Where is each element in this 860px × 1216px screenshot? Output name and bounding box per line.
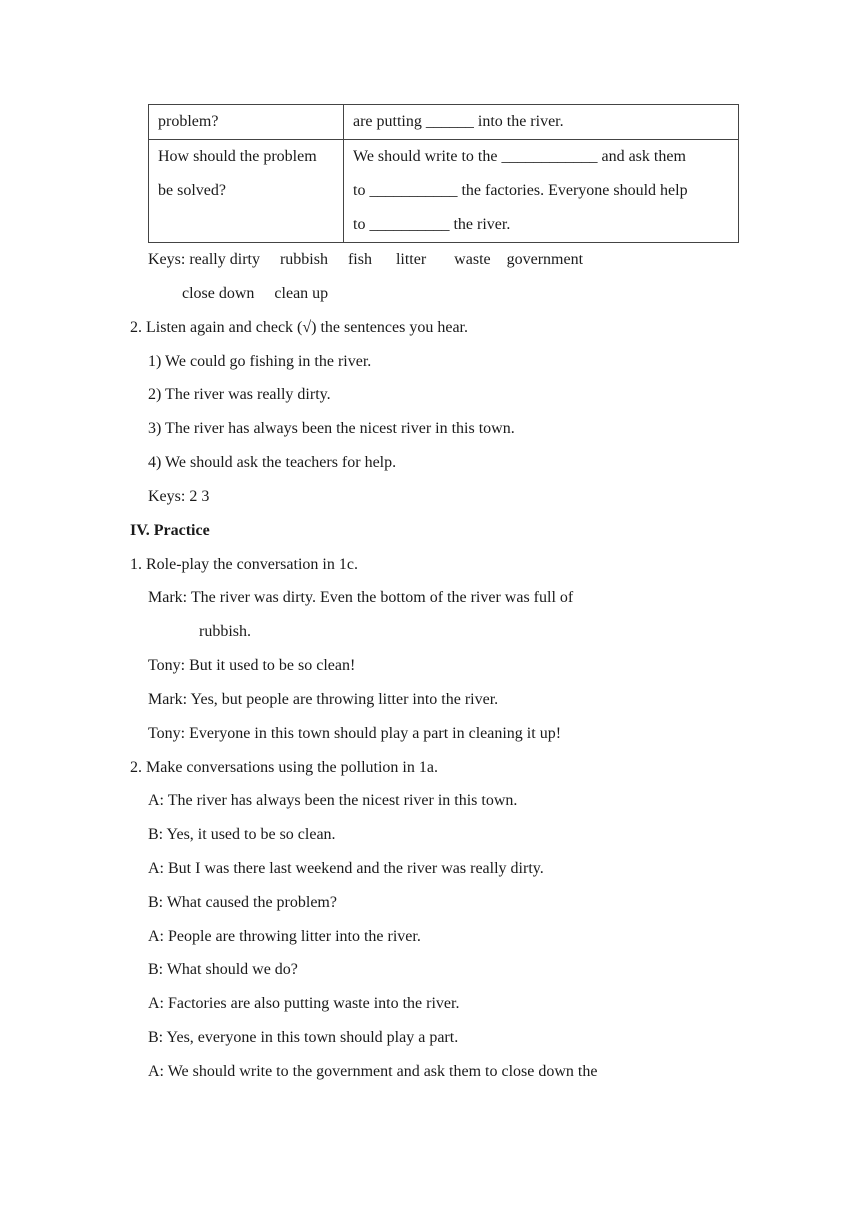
- dialogue-line: B: What caused the problem?: [148, 894, 337, 911]
- dialogue-line: Tony: But it used to be so clean!: [148, 657, 356, 674]
- dialogue-line: A: People are throwing litter into the river.: [148, 928, 421, 945]
- list-item: 1) We could go fishing in the river.: [148, 353, 372, 370]
- table-cell-answer: are putting ______ into the river.: [344, 105, 739, 140]
- dialogue-line: B: Yes, it used to be so clean.: [148, 826, 336, 843]
- table-row: [149, 140, 739, 243]
- dialogue-line: A: The river has always been the nicest river in this town.: [148, 792, 518, 809]
- cell-line: to ___________ the factories. Everyone should help: [353, 182, 688, 199]
- cell-line: We should write to the ____________ and ask them: [353, 148, 686, 165]
- dialogue-line: B: Yes, everyone in this town should play a part.: [148, 1029, 459, 1046]
- section-heading: IV. Practice: [130, 522, 210, 539]
- dialogue-line: A: But I was there last weekend and the river was really dirty.: [148, 860, 544, 877]
- exercise-table: [148, 104, 739, 243]
- list-item: 4) We should ask the teachers for help.: [148, 454, 397, 471]
- keys-line: Keys: really dirty rubbish fish litter waste government: [148, 251, 584, 268]
- dialogue-line: A: We should write to the government and ask them to close down the: [148, 1063, 598, 1080]
- table-cell-answer: [344, 140, 739, 243]
- dialogue-line: Mark: The river was dirty. Even the bottom of the river was full of: [148, 589, 574, 606]
- dialogue-line: Mark: Yes, but people are throwing litter into the river.: [148, 691, 499, 708]
- dialogue-line: rubbish.: [199, 623, 251, 640]
- cell-line: be solved?: [158, 182, 226, 199]
- list-item: 3) The river has always been the nicest river in this town.: [148, 420, 515, 437]
- dialogue-line: B: What should we do?: [148, 961, 298, 978]
- task-heading: 1. Role-play the conversation in 1c.: [130, 556, 358, 573]
- dialogue-line: A: Factories are also putting waste into the river.: [148, 995, 460, 1012]
- task-heading: 2. Listen again and check (√) the sentences you hear.: [130, 319, 468, 336]
- table-cell-question: problem?: [149, 105, 344, 140]
- table-cell-question: [149, 140, 344, 243]
- keys-line: Keys: 2 3: [148, 488, 210, 505]
- cell-line: to __________ the river.: [353, 216, 511, 233]
- table-row: [149, 105, 739, 140]
- list-item: 2) The river was really dirty.: [148, 386, 331, 403]
- task-heading: 2. Make conversations using the pollution in 1a.: [130, 759, 438, 776]
- cell-line: How should the problem: [158, 148, 317, 165]
- dialogue-line: Tony: Everyone in this town should play a part in cleaning it up!: [148, 725, 562, 742]
- keys-line: close down clean up: [182, 285, 329, 302]
